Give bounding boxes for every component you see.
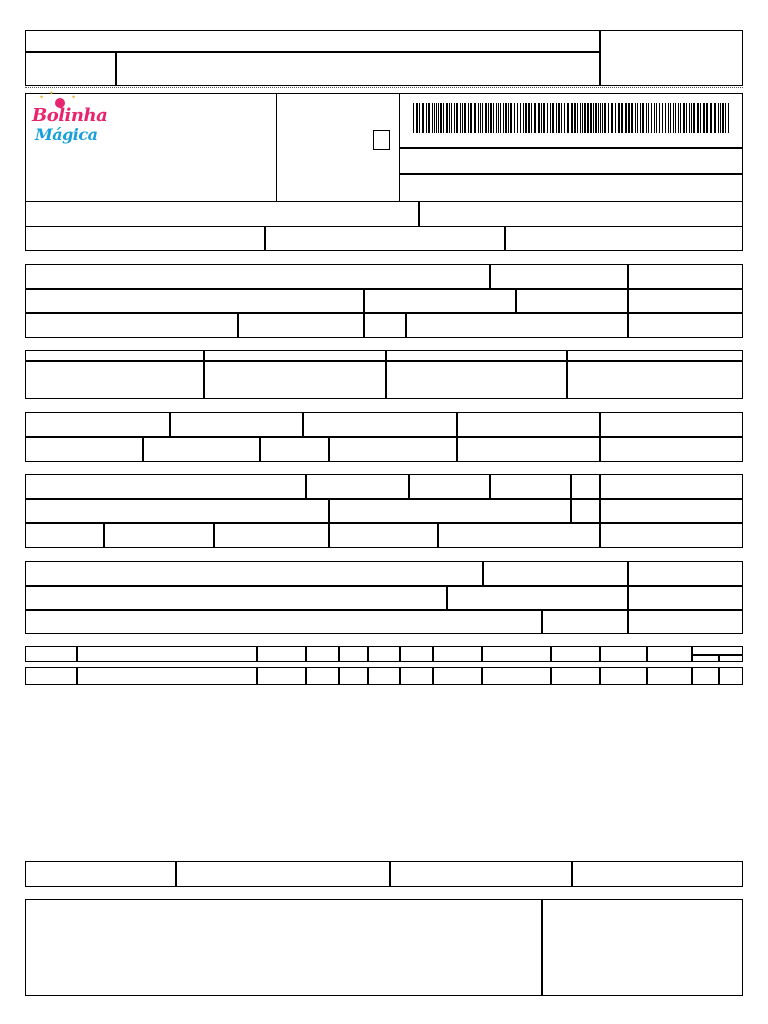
transport-div-3 bbox=[489, 474, 491, 498]
recipient-div-b bbox=[627, 264, 629, 338]
totals-div-3 bbox=[571, 861, 573, 887]
logo-text-line1: Bolinha bbox=[32, 105, 108, 126]
product-col-divider bbox=[305, 646, 307, 662]
service-div-1 bbox=[482, 561, 484, 585]
products-header-row bbox=[25, 646, 743, 662]
transport-div-1 bbox=[305, 474, 307, 498]
product-col-divider bbox=[367, 667, 369, 685]
transport-div-6 bbox=[328, 498, 330, 548]
invoice-block bbox=[25, 350, 743, 399]
service-div-2 bbox=[627, 561, 629, 634]
product-col-divider bbox=[646, 646, 648, 662]
service-div-3 bbox=[446, 585, 448, 609]
product-col-divider bbox=[691, 667, 693, 685]
product-col-divider bbox=[256, 667, 258, 685]
transport-div-2 bbox=[408, 474, 410, 498]
recipient-div-c bbox=[363, 288, 365, 312]
product-col-divider bbox=[718, 654, 720, 662]
receipt-divider-h bbox=[25, 51, 600, 53]
service-row-line-1 bbox=[25, 585, 743, 587]
invoice-div-1 bbox=[203, 350, 205, 399]
transport-block bbox=[25, 474, 743, 548]
product-col-divider bbox=[432, 646, 434, 662]
recipient-div-d bbox=[515, 288, 517, 312]
totals-div-1 bbox=[175, 861, 177, 887]
invoice-div-2 bbox=[385, 350, 387, 399]
transport-div-9 bbox=[437, 522, 439, 548]
tax-row-line bbox=[25, 436, 743, 438]
receipt-stub bbox=[25, 30, 743, 86]
product-col-divider bbox=[305, 667, 307, 685]
additional-info-block bbox=[25, 899, 743, 996]
cut-line bbox=[25, 87, 743, 88]
totals-row bbox=[25, 861, 743, 887]
product-col-divider bbox=[481, 646, 483, 662]
brand-logo: ✦ ✦ ✦ Bolinha Mágica bbox=[32, 91, 108, 144]
recipient-div-e bbox=[237, 312, 239, 338]
transport-div-5 bbox=[599, 474, 601, 548]
recipient-div-g bbox=[405, 312, 407, 338]
entry-exit-box bbox=[373, 130, 390, 150]
product-col-divider bbox=[599, 646, 601, 662]
product-col-divider bbox=[718, 667, 720, 685]
service-block bbox=[25, 561, 743, 634]
product-col-divider bbox=[481, 667, 483, 685]
tax-div-4 bbox=[599, 412, 601, 462]
transport-row-line-2 bbox=[25, 522, 743, 524]
receipt-divider-v2 bbox=[115, 51, 117, 86]
transport-div-7 bbox=[103, 522, 105, 548]
recipient-row-line-1 bbox=[25, 288, 743, 290]
tax-div-2 bbox=[302, 412, 304, 436]
tax-div-3 bbox=[456, 412, 458, 462]
products-item-row bbox=[25, 667, 743, 685]
access-key-divider-1 bbox=[399, 147, 743, 149]
product-col-divider bbox=[599, 667, 601, 685]
product-col-divider bbox=[338, 667, 340, 685]
transport-row-line-1 bbox=[25, 498, 743, 500]
transport-div-4 bbox=[570, 474, 572, 522]
recipient-div-a bbox=[489, 264, 491, 288]
logo-text-line2: Mágica bbox=[35, 125, 98, 144]
additional-info-divider bbox=[541, 899, 543, 996]
tax-div-1 bbox=[169, 412, 171, 436]
product-col-divider bbox=[76, 646, 78, 662]
product-col-divider bbox=[399, 646, 401, 662]
recipient-block bbox=[25, 264, 743, 338]
totals-div-2 bbox=[389, 861, 391, 887]
tax-div-5 bbox=[142, 436, 144, 462]
recipient-div-f bbox=[363, 312, 365, 338]
service-div-4 bbox=[541, 609, 543, 634]
tax-div-7 bbox=[328, 436, 330, 462]
registration-divider-1 bbox=[264, 226, 266, 251]
product-col-divider bbox=[550, 646, 552, 662]
recipient-row-line-2 bbox=[25, 312, 743, 314]
transport-div-8 bbox=[213, 522, 215, 548]
registration-row bbox=[25, 226, 743, 251]
product-col-divider bbox=[399, 667, 401, 685]
product-col-divider bbox=[367, 646, 369, 662]
product-col-divider bbox=[338, 646, 340, 662]
barcode-icon bbox=[413, 103, 729, 133]
product-col-divider bbox=[646, 667, 648, 685]
registration-divider-2 bbox=[504, 226, 506, 251]
receipt-divider-v bbox=[599, 30, 601, 86]
access-key-divider-2 bbox=[399, 173, 743, 175]
product-col-divider bbox=[550, 667, 552, 685]
invoice-div-3 bbox=[566, 350, 568, 399]
service-row-line-2 bbox=[25, 609, 743, 611]
operation-row bbox=[25, 201, 743, 227]
product-col-divider bbox=[256, 646, 258, 662]
operation-divider bbox=[418, 201, 420, 227]
invoice-header-line bbox=[25, 360, 743, 362]
product-col-divider bbox=[691, 646, 693, 662]
products-header-split bbox=[691, 654, 743, 656]
product-col-divider bbox=[432, 667, 434, 685]
tax-div-6 bbox=[259, 436, 261, 462]
product-col-divider bbox=[76, 667, 78, 685]
